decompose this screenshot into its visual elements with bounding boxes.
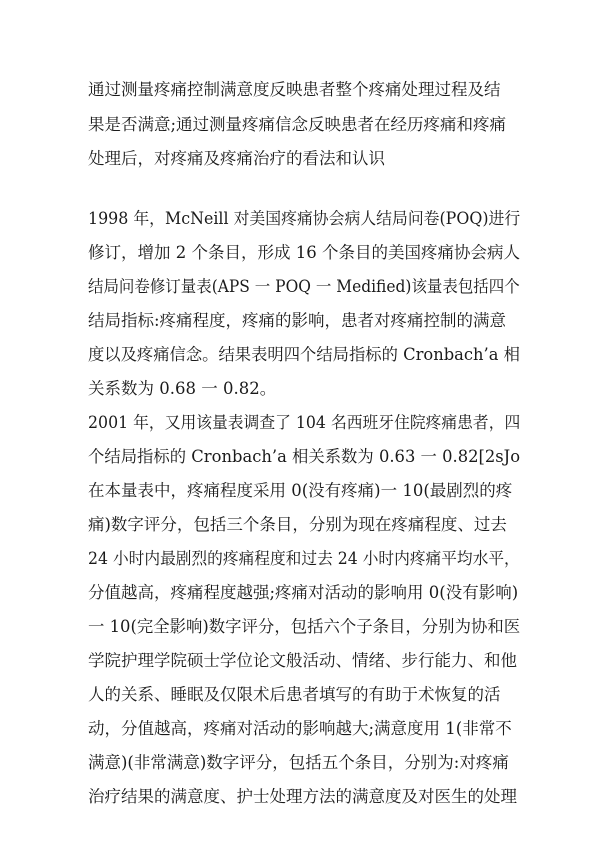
paragraph-2-line-8: 个结局指标的 Cronbach’a 相关系数为 0.63 一 0.82[2sJo	[88, 447, 521, 466]
paragraph-2-line-1: 1998 年，McNeill 对美国疼痛协会病人结局问卷(POQ)进行	[88, 209, 521, 228]
paragraph-2-line-16: 动，分值越高，疼痛对活动的影响越大;满意度用 1(非常不	[88, 719, 512, 738]
paragraph-1-line-3: 处理后，对疼痛及疼痛治疗的看法和认识	[88, 149, 385, 168]
paragraph-2-line-7: 2001 年，又用该量表调查了 104 名西班牙住院疼痛患者，四	[88, 413, 521, 432]
paragraph-2-line-13: 一 10(完全影响)数字评分，包括六个子条目，分别为协和医	[88, 617, 521, 636]
paragraph-2-line-5: 度以及疼痛信念。结果表明四个结局指标的 Cronbach’a 相	[88, 345, 520, 364]
paragraph-2-line-15: 人的关系、睡眠及仅限术后患者填写的有助于术恢复的活	[88, 685, 501, 704]
paragraph-2-line-12: 分值越高，疼痛程度越强;疼痛对活动的影响用 0(没有影响)	[88, 583, 519, 602]
paragraph-2-line-10: 痛)数字评分，包括三个条目，分别为现在疼痛程度、过去	[88, 515, 507, 534]
paragraph-2-line-4: 结局指标:疼痛程度，疼痛的影响，患者对疼痛控制的满意	[88, 311, 507, 330]
paragraph-2-line-3: 结局问卷修订量表(APS 一 POQ 一 Medified)该量表包括四个	[88, 277, 520, 296]
paragraph-2-line-6: 关系数为 0.68 一 0.82。	[88, 379, 277, 398]
paragraph-2-line-17: 满意)(非常满意)数字评分，包括五个条目，分别为:对疼痛	[88, 753, 509, 772]
paragraph-1-line-1: 通过测量疼痛控制满意度反映患者整个疼痛处理过程及结	[88, 80, 501, 99]
paragraph-2-line-18: 治疗结果的满意度、护士处理方法的满意度及对医生的处理	[88, 787, 517, 806]
paragraph-1-line-2: 果是否满意;通过测量疼痛信念反映患者在经历疼痛和疼痛	[88, 115, 507, 134]
paragraph-2-line-11: 24 小时内最剧烈的疼痛程度和过去 24 小时内疼痛平均水平，	[88, 549, 520, 568]
paragraph-2-line-14: 学院护理学院硕士学位论文般活动、情绪、步行能力、和他	[88, 651, 517, 670]
paragraph-2-line-2: 修订，增加 2 个条目，形成 16 个条目的美国疼痛协会病人	[88, 243, 520, 262]
paragraph-2-line-9: 在本量表中，疼痛程度采用 0(没有疼痛)一 10(最剧烈的疼	[88, 481, 513, 500]
